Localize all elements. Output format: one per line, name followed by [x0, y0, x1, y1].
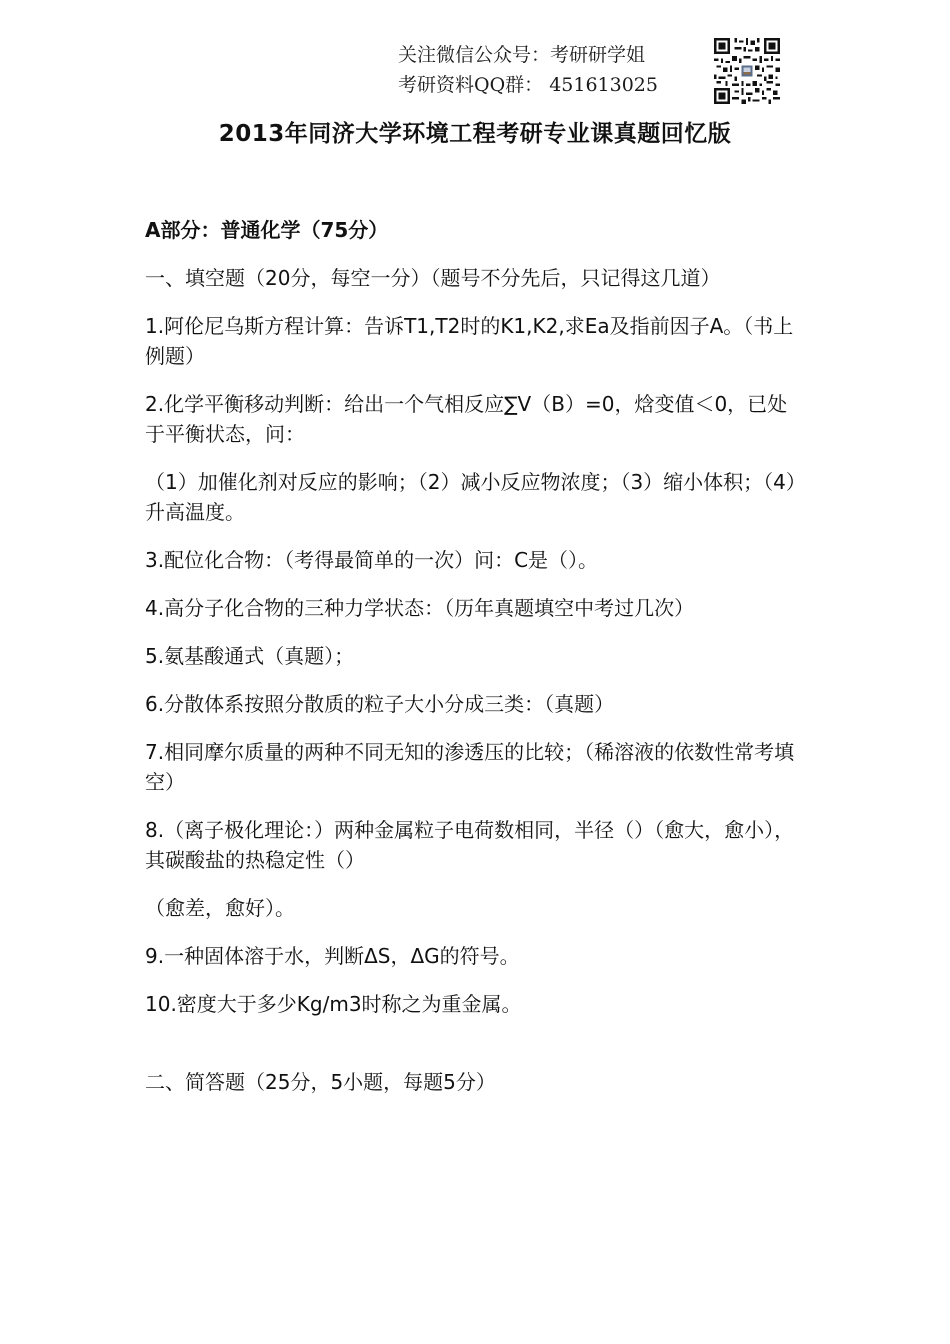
- wechat-line: 关注微信公众号：考研研学姐: [398, 44, 646, 66]
- part1-heading: 一、填空题（20分，每空一分）（题号不分先后，只记得这几道）: [145, 266, 721, 290]
- qq-group-line: 考研资料QQ群： 451613025: [398, 74, 658, 96]
- question-10: 10.密度大于多少Kg/m3时称之为重金属。: [145, 992, 522, 1016]
- question-5: 5.氨基酸通式（真题）；: [145, 644, 355, 668]
- question-4: 4.高分子化合物的三种力学状态：（历年真题填空中考过几次）: [145, 596, 695, 620]
- question-9: 9.一种固体溶于水，判断ΔS，ΔG的符号。: [145, 944, 520, 968]
- part2-heading: 二、简答题（25分，5小题，每题5分）: [145, 1070, 496, 1094]
- question-2-options: （1）加催化剂对反应的影响；（2）减小反应物浓度；（3）缩小体积；（4）升高温度。: [145, 470, 796, 524]
- question-7: 7.相同摩尔质量的两种不同无知的渗透压的比较；（稀溶液的依数性常考填空）: [145, 740, 795, 794]
- question-3: 3.配位化合物：（考得最简单的一次）问：C是（）。: [145, 548, 599, 572]
- header-contact: [398, 40, 698, 100]
- section-a-title: A部分：普通化学（75分）: [145, 218, 389, 242]
- question-6: 6.分散体系按照分散质的粒子大小分成三类：（真题）: [145, 692, 615, 716]
- question-2: 2.化学平衡移动判断：给出一个气相反应∑V（B）=0，焓变值＜0，已处于平衡状态，问：: [145, 392, 788, 446]
- page-title: 2013年同济大学环境工程考研专业课真题回忆版: [218, 121, 732, 147]
- question-8: 8.（离子极化理论：）两种金属粒子电荷数相同，半径（）（愈大，愈小），其碳酸盐的热稳定性（）: [145, 818, 795, 872]
- document-body: [145, 215, 805, 1115]
- qr-code-icon: [713, 38, 781, 104]
- question-1: 1.阿伦尼乌斯方程计算：告诉T1,T2时的K1,K2,求Ea及指前因子A。（书上例题）: [145, 314, 794, 368]
- question-8-continued: （愈差，愈好）。: [145, 896, 295, 920]
